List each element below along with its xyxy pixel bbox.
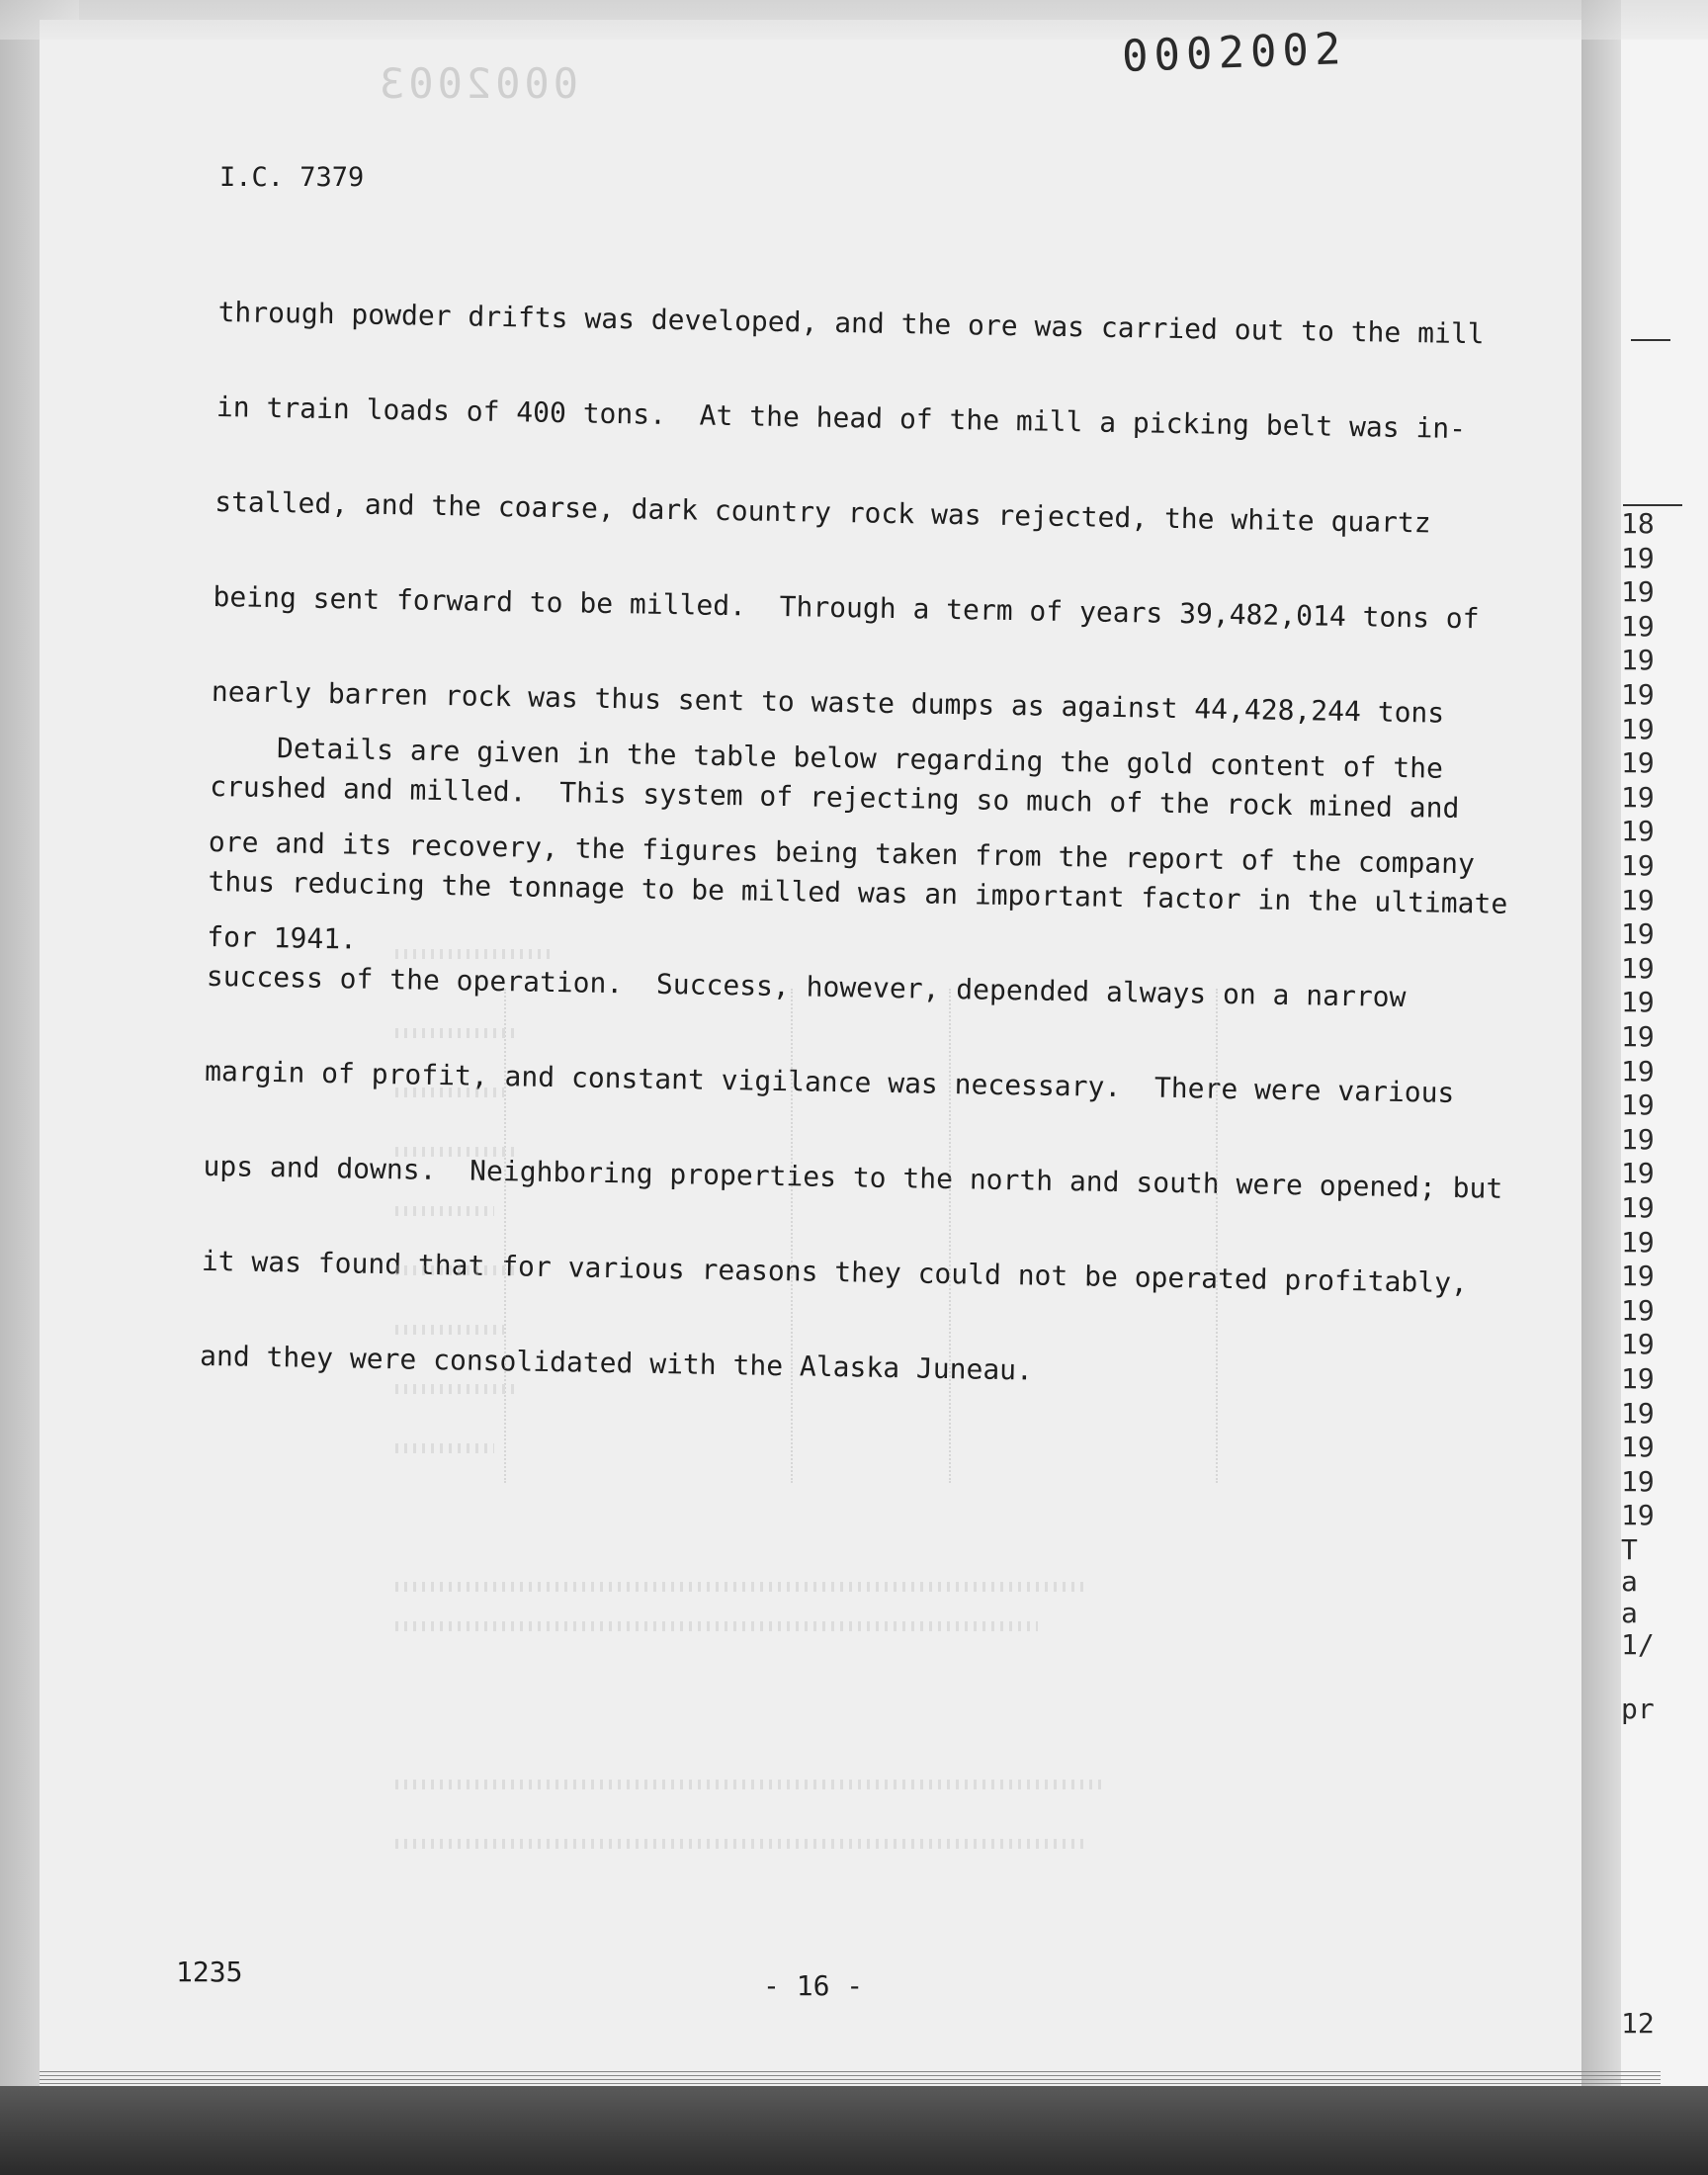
edge-fragment: 19 <box>1621 986 1655 1019</box>
page-number: - 16 - <box>763 1969 864 2002</box>
edge-fragment: 19 <box>1621 917 1655 951</box>
text-line: nearly barren rock was thus sent to waste dumps as against 44,428,244 tons <box>211 674 1445 730</box>
edge-fragment: 19 <box>1621 746 1655 780</box>
edge-fragment: 12 <box>1621 2007 1655 2040</box>
edge-fragment: 19 <box>1621 1293 1655 1327</box>
edge-fragment: 19 <box>1621 678 1655 711</box>
bleed-through-number: 0002003 <box>376 59 579 108</box>
edge-fragment: 1/ <box>1621 1628 1655 1661</box>
edge-fragment: 19 <box>1621 1328 1655 1361</box>
edge-fragment: 19 <box>1621 951 1655 985</box>
edge-fragment: pr <box>1621 1693 1655 1725</box>
edge-fragment: a <box>1621 1565 1638 1598</box>
edge-fragment: 19 <box>1621 1260 1655 1293</box>
text-line: stalled, and the coarse, dark country rock was rejected, the white quartz <box>214 484 1431 540</box>
edge-fragment: 19 <box>1621 1122 1655 1156</box>
edge-fragment: 19 <box>1621 575 1655 609</box>
edge-fragment: 19 <box>1621 541 1655 574</box>
edge-fragment: 19 <box>1621 1020 1655 1053</box>
text-line: crushed and milled. This system of rejecting so much of the rock mined and <box>209 769 1460 825</box>
edge-fragment: 19 <box>1621 849 1655 882</box>
edge-fragment: 19 <box>1621 1157 1655 1190</box>
text-line: Details are given in the table below regarding the gold content of the <box>210 730 1444 785</box>
text-line: being sent forward to be milled. Through a term of years 39,482,014 tons of <box>213 579 1480 636</box>
edge-fragment: 19 <box>1621 609 1655 643</box>
edge-fragment: 19 <box>1621 1191 1655 1224</box>
edge-fragment: 19 <box>1621 644 1655 677</box>
text-line: thus reducing the tonnage to be milled was an important factor in the ultimate <box>208 864 1508 920</box>
document-number: 0002002 <box>1121 24 1348 82</box>
text-line: in train loads of 400 tons. At the head of the mill a picking belt was in- <box>215 390 1467 446</box>
text-line: for 1941. <box>206 919 358 956</box>
edge-rule <box>1623 504 1682 506</box>
edge-fragment: 19 <box>1621 1464 1655 1498</box>
edge-fragment: 19 <box>1621 883 1655 916</box>
report-id: I.C. 7379 <box>219 162 365 193</box>
edge-fragment: T <box>1621 1533 1638 1566</box>
text-line: margin of profit, and constant vigilance was necessary. There were various <box>204 1054 1455 1109</box>
scan-top-shadow <box>0 0 1708 40</box>
footer-code: 1235 <box>176 1956 243 1988</box>
text-line: success of the operation. Success, however, depended always on a narrow <box>206 959 1407 1014</box>
edge-fragment: 19 <box>1621 1396 1655 1430</box>
edge-fragment: 19 <box>1621 1499 1655 1532</box>
edge-fragment: 19 <box>1621 1225 1655 1259</box>
edge-fragment: 19 <box>1621 1088 1655 1122</box>
adjacent-page-strip <box>1621 0 1708 2175</box>
edge-fragment: 19 <box>1621 780 1655 814</box>
edge-fragment: 19 <box>1621 815 1655 848</box>
edge-fragment: 19 <box>1621 1431 1655 1464</box>
edge-fragment: 18 <box>1621 507 1655 540</box>
edge-fragment: a <box>1621 1597 1638 1629</box>
bleed-through-table-ghost <box>376 771 1265 1958</box>
edge-rule <box>1631 339 1670 341</box>
text-line: ore and its recovery, the figures being taken from the report of the company <box>208 825 1476 881</box>
edge-fragment: 19 <box>1621 1362 1655 1395</box>
text-line: through powder drifts was developed, and the ore was carried out to the mill <box>217 295 1485 351</box>
page-fold-shadow <box>1581 0 1621 2175</box>
edge-fragment: 19 <box>1621 1054 1655 1088</box>
text-line: and they were consolidated with the Alaska Juneau. <box>199 1339 1034 1387</box>
scan-bottom-edge <box>0 2086 1708 2175</box>
text-line: ups and downs. Neighboring properties to the north and south were opened; but <box>203 1149 1503 1205</box>
text-line: it was found that for various reasons they could not be operated profitably, <box>201 1244 1469 1300</box>
edge-fragment: 19 <box>1621 712 1655 745</box>
stacked-page-bottom-edges <box>40 2071 1661 2087</box>
